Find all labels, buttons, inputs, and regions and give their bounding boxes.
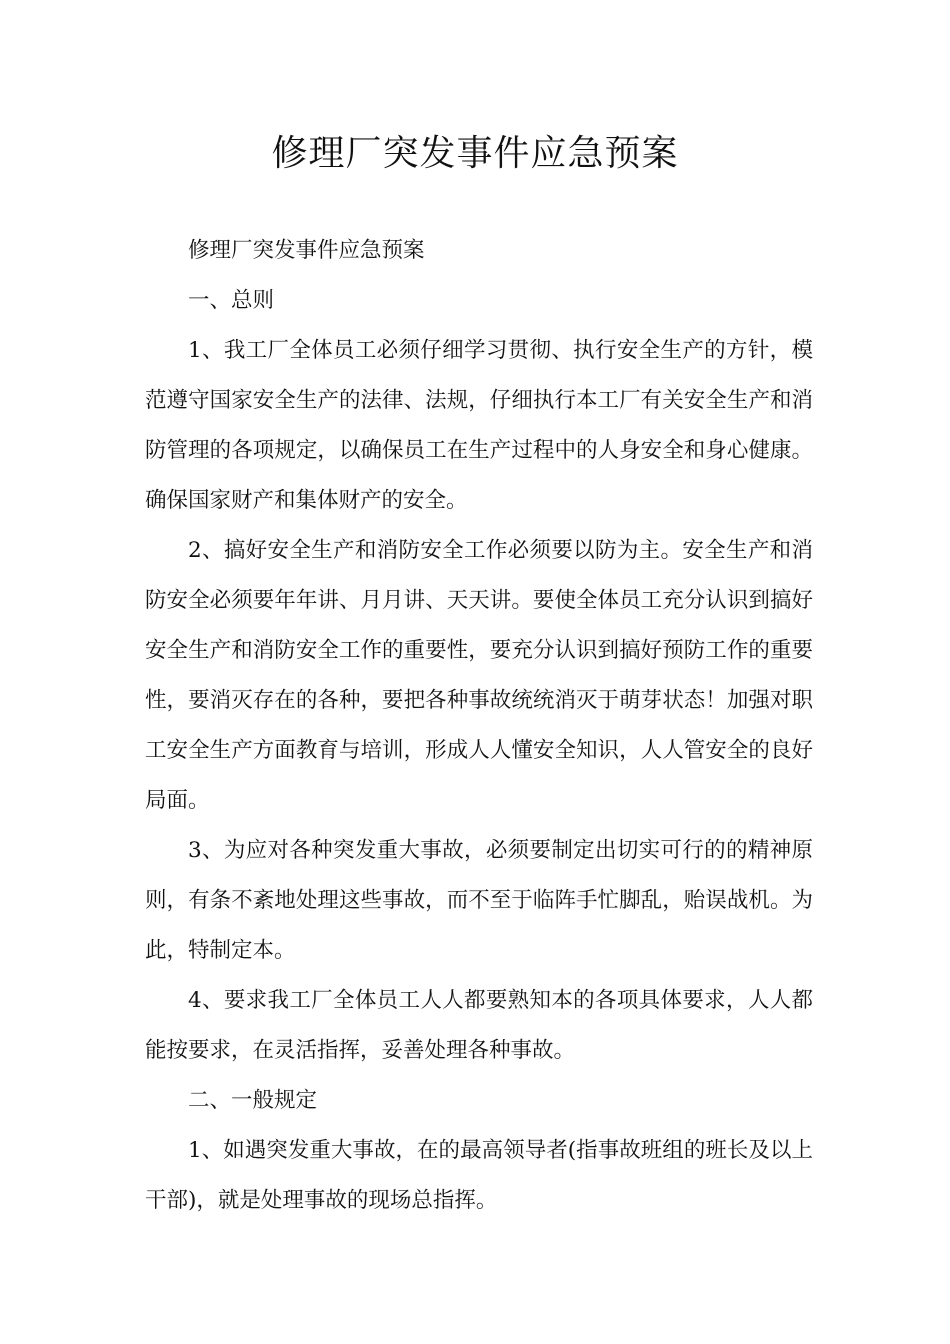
document-body [145, 226, 813, 1226]
document-title: 修理厂突发事件应急预案 [271, 133, 679, 174]
body-paragraph: 1、我工厂全体员工必须仔细学习贯彻、执行安全生产的方针，模范遵守国家安全生产的法律、法规，仔细执行本工厂有关安全生产和消防管理的各项规定，以确保员工在生产过程中的人身安全和身心健康。确保国家财产和集体财产的安全。 [145, 338, 813, 513]
body-paragraph: 1、如遇突发重大事故，在的最高领导者(指事故班组的班长及以上干部)，就是处理事故的现场总指挥。 [145, 1138, 813, 1213]
body-paragraph: 4、要求我工厂全体员工人人都要熟知本的各项具体要求，人人都能按要求，在灵活指挥，妥善处理各种事故。 [145, 988, 813, 1063]
section-heading: 一、总则 [188, 288, 275, 313]
body-paragraph: 2、搞好安全生产和消防安全工作必须要以防为主。安全生产和消防安全必须要年年讲、月月讲、天天讲。要使全体员工充分认识到搞好安全生产和消防安全工作的重要性，要充分认识到搞好预防工作的重要性，要消灭存在的各种，要把各种事故统统消灭于萌芽状态！加强对职工安全生产方面教育与培训，形成人人懂安全知识，人人管安全的良好局面。 [145, 538, 813, 813]
section-heading: 二、一般规定 [188, 1088, 318, 1113]
body-paragraph: 修理厂突发事件应急预案 [188, 238, 425, 263]
body-paragraph: 3、为应对各种突发重大事故，必须要制定出切实可行的的精神原则，有条不紊地处理这些事故，而不至于临阵手忙脚乱，贻误战机。为此，特制定本。 [145, 838, 813, 963]
